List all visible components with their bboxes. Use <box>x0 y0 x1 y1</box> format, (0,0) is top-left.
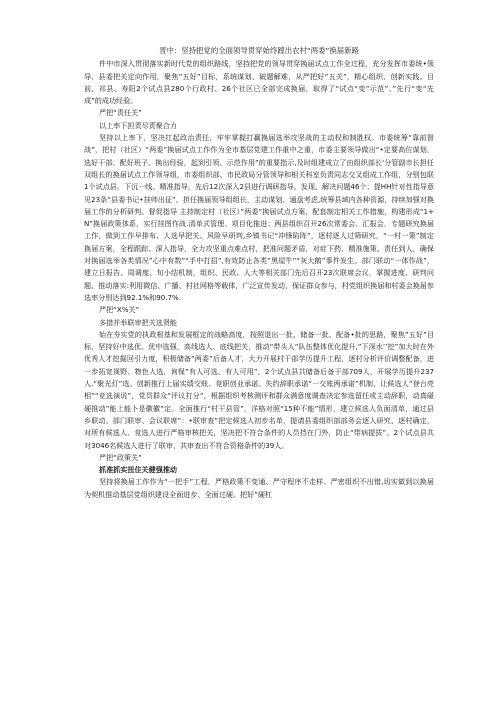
section-1-body: 坚持以上率下，坚决扛起政治责任，牢牢掌握打赢换届选举攻坚战的主动权和制胜权。市委统筹“靠前督战”，把村（社区）“两委”换届试点工作作为全市基层党建工作重中之重，市委主要领导做出“•定要高位谋划，选好干部、配好班子、换出经验，起到引领、示范作用”的重要指示,及时组建成立了由组织部长'分管副市长担任双组长的换届试点工作领导组，市委组织部、市民政局分管领导和相关科室负责同志交叉组成工作组，分别包联1个试点县，下沉一线、精准指导，先后12次深入2县进行调研指导。发现、解决问题46个；提HH针对性指导意见23条“县委书记•挂帅出征”，担任换届领导组组长，主动谋划、通盘考虑,统筹县域内各种资源，持续加强对换届工作的分析研判、督促指导 主持制定村（社区）”两委”换届试点方案，配套制定相关工作措施，构建形成“1+N”换届政策体系，实行挂图作战.清单式管理、项目化推进；两县组织召开26次常委会、汇报会，专题研究换届工作，做到工作早排布、人选早把关、风险早研判,乡镇书记“冲锋陷阵”，逐村逐人过筛研究，“一村一策”制定换届方案，全程跟踪、深入指导，全力攻坚重点难点村，把准问题矛盾，对症下药、精准施策、责任到人，确保对换届选举各类情况”心中有数”“手中打招”,有效防止各类”黑屋牛”“灰大鹅”事件发生。部门联动“一体作战”，建立日报告、周调度、旬小结机制，组织、民政、人大等相关部门先后召开23次联席会议，掌握进度、研判问题、推动落实:利用微信、广播、村社网格等载体，广泛宣传发动，保证群众参与，村党组织换届和村委会换届参选率分别达到92.1%和90.7%. <box>84 133 434 302</box>
article-title: 晋中：坚持把党的全面领导贯穿始终蹚出农村“两委”换届新路 <box>159 46 359 55</box>
section-3-heading: 严把“政策关” <box>99 452 142 462</box>
intro-paragraph: 件中市深入贯彻落实新时代党的组织路线，坚持把党的领导贯穿换届试点工作全过程，充分发挥市委统•领导、县委把关定向作用，聚焦”五好”目标，系统谋划、破题解难，从严把好”五关”，精心组织、创新实践。目前，祁县、寿阳2个试点县280个行政村、26个社区已全部完成换届，取得了“试点“变”示范”、”先行“变“先成”的成功经验。 <box>84 59 434 106</box>
document-page <box>84 45 434 501</box>
section-2-heading: 严把“X%关” <box>99 305 140 315</box>
section-1-heading: 严把“责任关” <box>99 108 142 118</box>
section-1-subheading: 以上率下担责尽责聚合力 <box>99 120 178 130</box>
section-3-subheading: 抓准抓实扭住关健强推动 <box>99 465 178 475</box>
section-2-body: 始在夯实党的执政根基和发展框定的战略高度，按照退出一批、储备一批、配备•批的思路，聚焦”五好”目标，坚持好中选优、优中选强，高线选人、底线把关，推动“带头人”队伍整体优化提升,”下深水’’挖”加大时在外优秀人才挖掘回引力度，积极储备”两委”后备人才，大力开展村干部学历提升工程，逐村分析评价调整配备，进一步拓宽视野、物色人选，询保”有人可选、有人可用”，2个试点县共储备后备干部709人，开展学历提升237人.“聚光灯”选。创新推行上届实绩交账、竞职创业承诺、失约辞职承诺“一交账两承诺”机制，让候选人”登台亮相”“竞选演说”，党员群众”评议打分”，根据组织考核测评和群众满意度调查决定参选留任或主动辞职，动真碰硬推动”能上能卜是徽徽”定。全面推行“村干县管”，洋格对照“15种不能”情形，建立候选人负面清单，通过县乡联动、部门联审、会议联席”：•联审查”把定候选人初步名单，提请县委组织部部务会逐人研究、逐村确定，对所有候选人、竞选人进行严格审核把关，坚决把不符合条件的人员挡在门外，防止“带病提拔”。2个试点县共对3046名候选人进行了联审，共审查出不符合资格条件的39人。 <box>84 329 434 450</box>
section-3-body: 坚持将换届工作作为“一把手”工程，严格政策不变通、严守程序不走样、严密组织不出错,切实做到以换届为契机推动基层党组织建设全面进步、全面过硬。把好”硬杠 <box>84 477 434 499</box>
section-2-subheading: 多措并举联审把关选贤能 <box>99 317 178 327</box>
